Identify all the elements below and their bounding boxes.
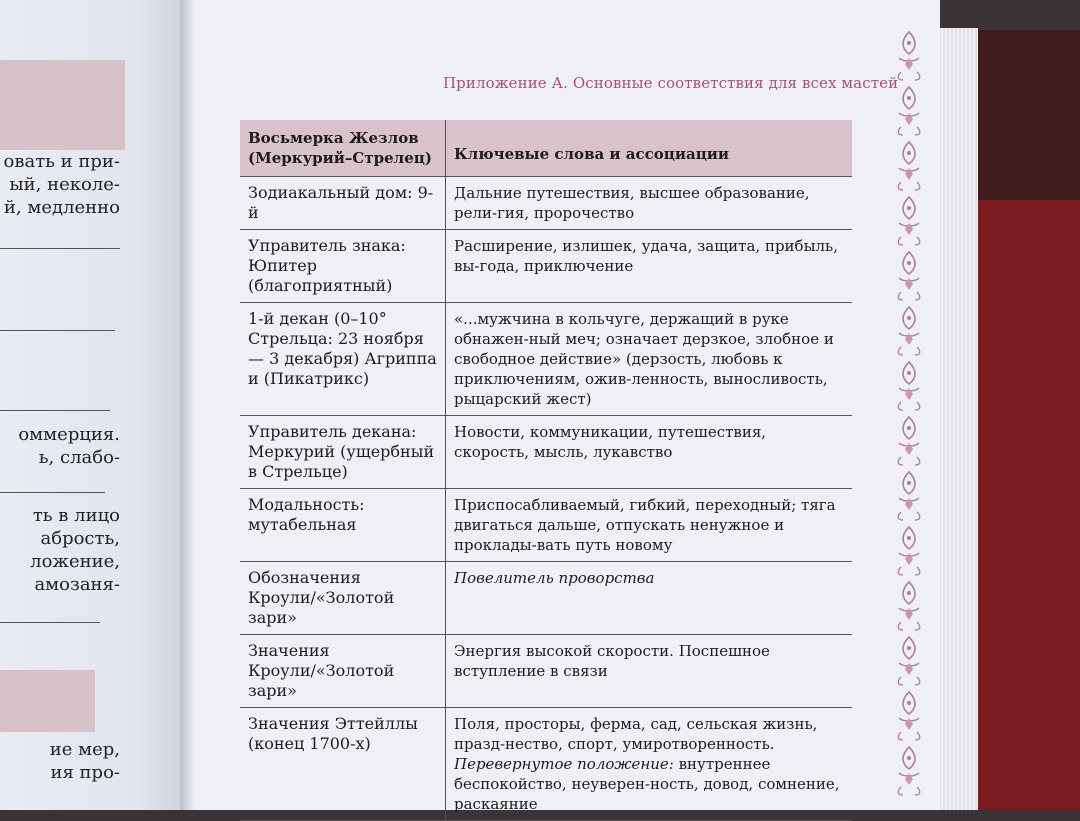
row-value: Повелитель проворства: [446, 562, 853, 635]
correspondence-table: [240, 120, 852, 821]
header-keywords: Ключевые слова и ассоциации: [446, 120, 853, 177]
row-value: Дальние путешествия, высшее образование, рели-гия, пророчество: [446, 177, 853, 230]
table-row: [240, 230, 852, 303]
row-value: Расширение, излишек, удача, защита, прибыль, вы-года, приключение: [446, 230, 853, 303]
left-text-line: абрость,: [40, 528, 120, 549]
table-row: [240, 303, 852, 416]
row-label: Управитель декана: Меркурий (ущербный в Стрельце): [240, 416, 446, 489]
row-label: Модальность: мутабельная: [240, 489, 446, 562]
table-row: [240, 562, 852, 635]
row-value: Энергия высокой скорости. Поспешное вступление в связи: [446, 635, 853, 708]
row-label: Значения Эттейллы (конец 1700-х): [240, 708, 446, 821]
table-header-row: [240, 120, 852, 177]
left-rule: [0, 492, 105, 493]
left-rule: [0, 410, 110, 411]
left-text-line: овать и при-: [3, 151, 120, 172]
left-text-line: ть в лицо: [32, 505, 120, 526]
page-edges: [938, 28, 978, 810]
running-head: Приложение А. Основные соответствия для всех мастей: [443, 74, 899, 92]
row-value-plain: Поля, просторы, ферма, сад, сельская жизнь, празд-нество, спорт, умиротворенность.: [454, 715, 818, 753]
decorative-border-ornament: [893, 30, 925, 800]
table-row: [240, 489, 852, 562]
row-label: 1-й декан (0–10° Стрельца: 23 ноября — 3 декабря) Агриппа и (Пикатрикс): [240, 303, 446, 416]
left-header-band: [0, 60, 125, 150]
row-value-italic: Перевернутое положение:: [454, 755, 674, 773]
left-rule: [0, 330, 115, 331]
row-label: Управитель знака: Юпитер (благоприятный): [240, 230, 446, 303]
book-cover-red: [975, 200, 1080, 810]
row-value: «...мужчина в кольчуге, держащий в руке обнажен-ный меч; означает дерзкое, злобное и свободное действие» (дерзость, любовь к приключениям, ожив-ленность, выносливость, рыцарский жест): [446, 303, 853, 416]
row-value: Приспосабливаемый, гибкий, переходный; тяга двигаться дальше, отпускать ненужное и проклады-вать путь новому: [446, 489, 853, 562]
row-label: Зодиакальный дом: 9-й: [240, 177, 446, 230]
row-value: Новости, коммуникации, путешествия, скорость, мысль, лукавство: [446, 416, 853, 489]
row-value: [446, 708, 853, 821]
left-text-line: ия про-: [50, 762, 120, 783]
left-text-line: ый, неколе-: [9, 174, 120, 195]
left-text-line: оммерция.: [18, 424, 120, 445]
left-text-line: ь, слабо-: [38, 447, 120, 468]
left-text-line: амозаня-: [34, 574, 120, 595]
left-text-line: ие мер,: [49, 739, 120, 760]
left-section-band: [0, 670, 95, 732]
left-text-line: й, медленно: [3, 197, 120, 218]
row-label: Обозначения Кроули/«Золотой зари»: [240, 562, 446, 635]
header-card-name: Восьмерка Жезлов (Меркурий–Стрелец): [240, 120, 446, 177]
row-label: Значения Кроули/«Золотой зари»: [240, 635, 446, 708]
row-value-rest: внутреннее беспокойство, неуверен-ность, довод, сомнение, раскаяние: [454, 755, 840, 813]
left-text-line: ложение,: [30, 551, 120, 572]
left-page: [0, 0, 190, 810]
table-row: [240, 635, 852, 708]
left-rule: [0, 622, 100, 623]
table-row: [240, 416, 852, 489]
left-rule: [0, 248, 120, 249]
table-row: [240, 708, 852, 821]
table-row: [240, 177, 852, 230]
